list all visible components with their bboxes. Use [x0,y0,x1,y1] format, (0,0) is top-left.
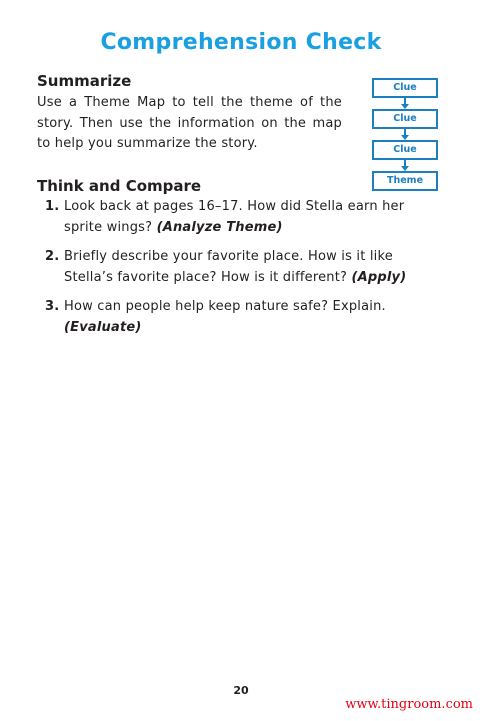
theme-map-clue-box: Clue [372,140,438,160]
question-item [37,247,437,288]
theme-map-clue-box: Clue [372,109,438,129]
question-list [37,197,437,347]
question-text: How can people help keep nature safe? Explain. [64,299,386,314]
watermark-link[interactable]: www.tingroom.com [345,697,473,712]
down-arrow-icon [372,129,438,140]
question-number: 2. [45,249,60,264]
question-skill-tag: (Apply) [351,269,407,285]
question-text: Briefly describe your favorite place. How is it like Stella’s favorite place? How is it different? [64,249,393,285]
page-title: Comprehension Check [100,30,382,55]
think-compare-heading: Think and Compare [37,177,202,195]
question-skill-tag: (Analyze Theme) [156,219,283,235]
question-number: 1. [45,199,60,214]
question-item [37,297,437,338]
page-number: 20 [233,684,249,697]
summarize-text: Use a Theme Map to tell the theme of the story. Then use the information on the map to help you summarize the story. [37,95,342,151]
theme-map [372,78,438,191]
question-item [37,197,437,238]
question-text: Look back at pages 16–17. How did Stella earn her sprite wings? [64,199,405,235]
question-number: 3. [45,299,60,314]
down-arrow-icon [372,98,438,109]
question-skill-tag: (Evaluate) [64,319,142,335]
theme-map-clue-box: Clue [372,78,438,98]
theme-map-theme-box: Theme [372,171,438,191]
summarize-heading: Summarize [37,72,132,90]
down-arrow-icon [372,160,438,171]
